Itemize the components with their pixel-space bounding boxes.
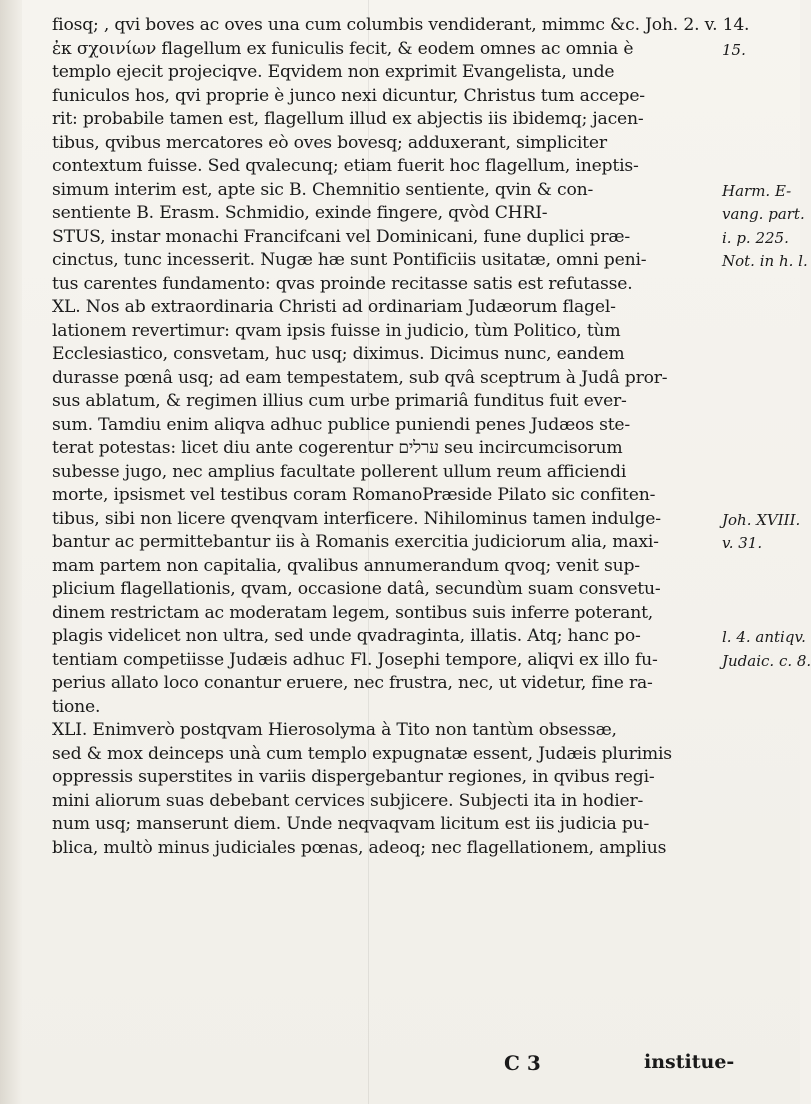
signature-mark: C 3 [504, 1051, 541, 1075]
text-line: mini aliorum suas debebant cervices subjicere. Subjecti ita in hodier- [52, 790, 644, 811]
text-line: lationem revertimur: qvam ipsis fuisse in judicio, tùm Politico, tùm [52, 320, 621, 341]
text-line: XLI. Enimverò postqvam Hierosolyma à Tito non tantùm obsessæ, [52, 720, 617, 740]
text-line: rit: probabile tamen est, flagellum illud ex abjectis iis ibidemq; jacen- [52, 109, 644, 129]
text-line: tus carentes fundamento: qvas proinde recitasse satis est refutasse. [52, 273, 633, 294]
text-line: terat potestas: licet diu ante cogerentur ערלים seu incircumcisorum [52, 438, 623, 458]
text-line: blica, multò minus judiciales pœnas, adeoq; nec flagellationem, amplius [52, 837, 667, 858]
margin-note: Joh. XVIII. [722, 510, 801, 529]
catchword: institue- [644, 1051, 735, 1073]
text-line: plagis videlicet non ultra, sed unde qvadraginta, illatis. Atq; hanc po- [52, 626, 641, 646]
text-line: tentiam competiisse Judæis adhuc Fl. Josephi tempore, aliqvi ex illo fu- [52, 649, 658, 670]
text-line: sum. Tamdiu enim aliqva adhuc publice puniendi penes Judæos ste- [52, 414, 630, 435]
text-line: sed & mox deinceps unà cum templo expugnatæ essent, Judæis plurimis [52, 743, 672, 764]
margin-note: 15. [722, 40, 746, 59]
margin-note: v. 31. [722, 534, 763, 552]
text-line: XL. Nos ab extraordinaria Christi ad ordinariam Judæorum flagel- [52, 297, 616, 317]
text-line: simum interim est, apte sic B. Chemnitio sentiente, qvin & con- [52, 179, 594, 200]
margin-note: Harm. E- [722, 181, 792, 200]
margin-note: Judaic. c. 8. [722, 651, 811, 670]
text-line: dinem restrictam ac moderatam legem, sontibus suis inferre poterant, [52, 602, 654, 623]
text-line: mam partem non capitalia, qvalibus annumerandum qvoq; venit sup- [52, 555, 640, 576]
text-line: perius allato loco conantur eruere, nec frustra, nec, ut videtur, fine ra- [52, 673, 653, 693]
text-line: ἐκ σχοινίων flagellum ex funiculis fecit, & eodem omnes ac omnia è [52, 38, 634, 59]
margin-note: i. p. 225. [722, 228, 789, 247]
text-line: sentiente B. Erasm. Schmidio, exinde fingere, qvòd CHRI- [52, 203, 548, 223]
text-line: tibus, qvibus mercatores eò oves bovesq; adduxerant, simpliciter [52, 132, 607, 153]
text-line: contextum fuisse. Sed qvalecunq; etiam fuerit hoc flagellum, ineptis- [52, 156, 639, 176]
margin-note: Not. in h. l. [722, 252, 808, 270]
text-line: sus ablatum, & regimen illius cum urbe primariâ funditus fuit ever- [52, 391, 627, 411]
text-line: tibus, sibi non licere qvenqvam interficere. Nihilominus tamen indulge- [52, 508, 661, 529]
text-line: oppressis superstites in variis dispergebantur regiones, in qvibus regi- [52, 767, 655, 787]
page-gutter [0, 0, 22, 1104]
text-line: plicium flagellationis, qvam, occasione datâ, secundùm suam consvetu- [52, 579, 661, 599]
text-line: subesse jugo, nec amplius facultate pollerent ullum reum afficiendi [52, 461, 627, 482]
margin-note: l. 4. antiqv. [722, 628, 806, 646]
text-line: Ecclesiastico, consvetam, huc usq; diximus. Dicimus nunc, eandem [52, 344, 625, 364]
margin-note: vang. part. [722, 205, 805, 223]
text-line: durasse pœnâ usq; ad eam tempestatem, sub qvâ sceptrum à Judâ pror- [52, 367, 668, 388]
text-line: fiosq; , qvi boves ac oves una cum columbis vendiderant, mimmc &c. Joh. 2. v. 14. [52, 15, 750, 35]
text-line: morte, ipsismet vel testibus coram RomanoPræside Pilato sic confiten- [52, 485, 656, 505]
text-line: cinctus, tunc incesserit. Nugæ hæ sunt Pontificiis usitatæ, omni peni- [52, 250, 647, 270]
text-line: num usq; manserunt diem. Unde neqvaqvam licitum est iis judicia pu- [52, 814, 650, 834]
text-line: STUS, instar monachi Francifcani vel Dominicani, fune duplici præ- [52, 226, 630, 247]
text-line: funiculos hos, qvi proprie è junco nexi dicuntur, Christus tum accepe- [52, 85, 645, 106]
text-line: templo ejecit projeciqve. Eqvidem non exprimit Evangelista, unde [52, 62, 615, 82]
text-line: tione. [52, 696, 101, 717]
text-line: bantur ac permittebantur iis à Romanis exercitia judiciorum alia, maxi- [52, 532, 659, 552]
